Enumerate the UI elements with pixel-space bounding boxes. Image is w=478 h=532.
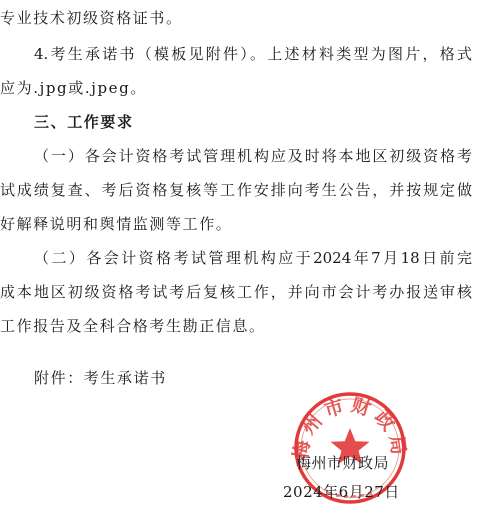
seal-lettering: 梅州市财政局 xyxy=(290,394,410,461)
paragraph-line-1: 专业技术初级资格证书。 xyxy=(0,9,183,27)
paragraph-line-2: 4.考生承诺书（模板见附件）。上述材料类型为图片，格式 xyxy=(34,45,472,63)
paragraph-line-10: 工作报告及全科合格考生勘正信息。 xyxy=(0,317,266,335)
issue-date: 2024年6月27日 xyxy=(283,483,400,501)
paragraph-line-3: 应为.jpg或.jpeg。 xyxy=(0,79,147,97)
paragraph-line-8: （二）各会计资格考试管理机构应于2024年7月18日前完 xyxy=(34,249,472,267)
paragraph-line-9: 成本地区初级资格考试考后复核工作，并向市会计考办报送审核 xyxy=(0,283,472,301)
paragraph-line-6: 试成绩复查、考后资格复核等工作安排向考生公告，并按规定做 xyxy=(0,181,472,199)
paragraph-line-5: （一）各会计资格考试管理机构应及时将本地区初级资格考 xyxy=(34,147,472,165)
paragraph-line-7: 好解释说明和舆情监测等工作。 xyxy=(0,215,233,233)
issuing-organization: 梅州市财政局 xyxy=(296,454,390,472)
attachment-note: 附件：考生承诺书 xyxy=(34,369,167,387)
section-heading: 三、工作要求 xyxy=(34,113,134,131)
